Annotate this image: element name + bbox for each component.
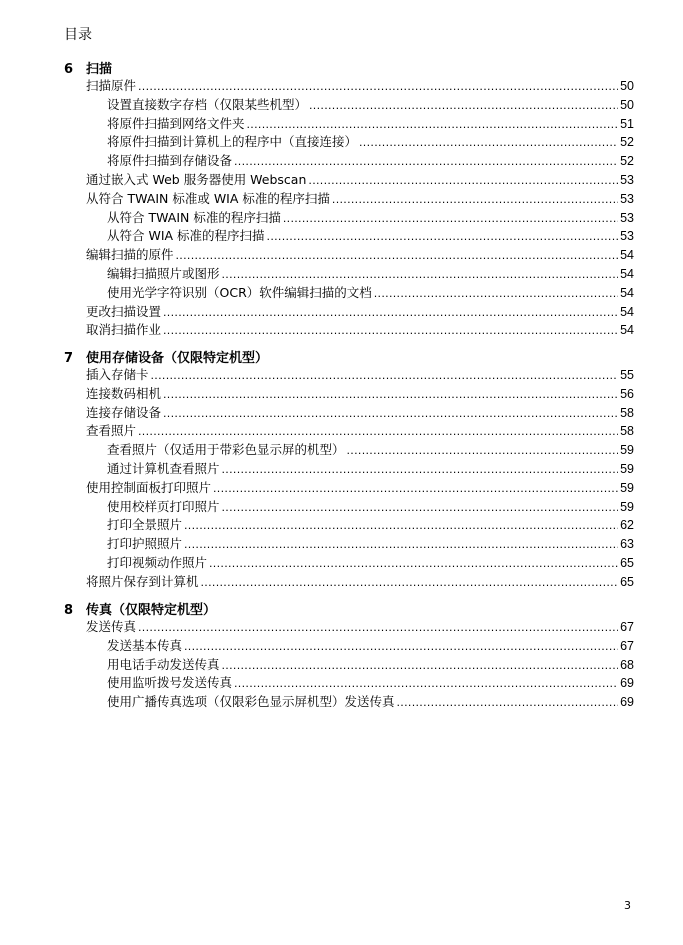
toc-leader-dots	[184, 516, 618, 536]
chapter-number: 8	[64, 603, 74, 618]
toc-entry-page: 55	[620, 368, 634, 382]
toc-entry-text: 连接存储设备	[86, 404, 162, 420]
toc-entry[interactable]	[64, 227, 634, 246]
toc-leader-dots	[163, 385, 618, 405]
toc-chapter-7	[64, 347, 634, 592]
toc-leader-dots	[397, 693, 619, 713]
toc-leader-dots	[283, 209, 618, 229]
toc-entry-text: 发送传真	[86, 619, 137, 634]
toc-entry[interactable]	[64, 115, 634, 134]
toc-entry[interactable]	[64, 77, 634, 96]
toc-entry[interactable]	[64, 404, 634, 423]
toc-leader-dots	[247, 115, 619, 135]
toc-entry[interactable]	[64, 133, 634, 152]
toc-entry[interactable]	[64, 190, 634, 209]
toc-leader-dots	[201, 573, 619, 593]
toc-entry-page: 56	[620, 386, 634, 401]
toc-entry-text: 扫描原件	[86, 78, 137, 93]
toc-entry-text: 将原件扫描到计算机上的程序中（直接连接）	[107, 134, 358, 150]
toc-leader-dots	[222, 498, 619, 518]
toc-leader-dots	[163, 303, 618, 323]
toc-leader-dots	[184, 535, 618, 555]
toc-entry-page: 59	[620, 461, 634, 476]
toc-entry-text: 将照片保存到计算机	[86, 573, 199, 589]
toc-entry-page: 53	[620, 229, 634, 244]
toc-entry[interactable]	[64, 441, 634, 460]
toc-entry[interactable]	[64, 498, 634, 517]
toc-entry[interactable]	[64, 246, 634, 265]
toc-entry-page: 68	[620, 657, 634, 672]
toc-leader-dots	[222, 460, 619, 480]
toc-entry-page: 53	[620, 172, 634, 187]
toc-entry-page: 54	[620, 285, 634, 300]
toc-entry[interactable]	[64, 422, 634, 441]
toc-entry[interactable]	[64, 284, 634, 303]
toc-entry[interactable]	[64, 366, 634, 385]
toc-entry-text: 编辑扫描的原件	[86, 247, 174, 263]
toc-entry[interactable]	[64, 209, 634, 228]
toc-entry-page: 59	[620, 499, 634, 514]
toc-entry-text: 查看照片	[86, 423, 137, 439]
toc-entry[interactable]	[64, 152, 634, 171]
toc-entry-page: 67	[620, 638, 634, 653]
toc-entry-text: 打印视频动作照片	[107, 554, 208, 570]
toc-entry-page: 54	[620, 266, 634, 281]
toc-entry-text: 发送基本传真	[107, 637, 183, 653]
toc-leader-dots	[176, 246, 619, 266]
toc-entry-text: 更改扫描设置	[86, 303, 162, 319]
toc-entry[interactable]	[64, 265, 634, 284]
toc-entry-text: 设置直接数字存档（仅限某些机型）	[107, 96, 308, 112]
toc-leader-dots	[308, 171, 618, 191]
toc-entry-text: 通过计算机查看照片	[107, 460, 220, 476]
toc-entry-text: 插入存储卡	[86, 367, 149, 382]
toc-entry[interactable]	[64, 96, 634, 115]
page-header-title: 目录	[64, 27, 92, 43]
chapter-heading[interactable]	[64, 347, 634, 366]
toc-entry-page: 69	[620, 695, 634, 710]
toc-entry-page: 50	[620, 97, 634, 112]
toc-entry-text: 使用控制面板打印照片	[86, 479, 212, 495]
toc-entry[interactable]	[64, 460, 634, 479]
toc-leader-dots	[163, 321, 618, 341]
toc-entry-text: 从符合 WIA 标准的程序扫描	[107, 228, 265, 244]
toc-entry-page: 52	[620, 135, 634, 150]
toc-entry[interactable]	[64, 303, 634, 322]
toc-entry[interactable]	[64, 618, 634, 637]
toc-entry-text: 将原件扫描到网络文件夹	[107, 115, 245, 131]
toc-entry-text: 打印护照照片	[107, 536, 183, 552]
toc-leader-dots	[332, 190, 618, 210]
toc-leader-dots	[359, 133, 618, 153]
toc-entry-page: 53	[620, 210, 634, 225]
toc-entry-page: 54	[620, 304, 634, 319]
toc-leader-dots	[234, 152, 618, 172]
toc-leader-dots	[267, 227, 619, 247]
toc-entry-page: 65	[620, 574, 634, 589]
toc-chapter-6	[64, 58, 634, 340]
page-number: 3	[624, 899, 631, 912]
toc-entry-text: 查看照片（仅适用于带彩色显示屏的机型）	[107, 442, 345, 458]
toc-leader-dots	[138, 618, 618, 638]
toc-entry-page: 58	[620, 405, 634, 420]
toc-entry[interactable]	[64, 321, 634, 340]
toc-leader-dots	[309, 96, 618, 116]
toc-leader-dots	[234, 674, 618, 694]
chapter-heading[interactable]	[64, 599, 634, 618]
toc-chapter-8	[64, 599, 634, 712]
toc-entry[interactable]	[64, 385, 634, 404]
toc-entry-page: 51	[620, 116, 634, 131]
toc-entry-text: 打印全景照片	[107, 517, 183, 533]
toc-entry-text: 通过嵌入式 Web 服务器使用 Webscan	[86, 171, 307, 187]
toc-entry-text: 使用光学字符识别（OCR）软件编辑扫描的文档	[107, 284, 372, 300]
toc-entry[interactable]	[64, 573, 634, 592]
toc-leader-dots	[138, 422, 618, 442]
chapter-title: 传真（仅限特定机型）	[86, 603, 217, 618]
toc-leader-dots	[222, 265, 619, 285]
toc-entry[interactable]	[64, 516, 634, 535]
toc-entry[interactable]	[64, 554, 634, 573]
toc-entry-page: 53	[620, 191, 634, 206]
toc-entry[interactable]	[64, 479, 634, 498]
toc-entry[interactable]	[64, 637, 634, 656]
toc-entry-text: 连接数码相机	[86, 385, 162, 401]
toc-entry-page: 54	[620, 323, 634, 338]
toc-entry-page: 52	[620, 154, 634, 169]
toc-entry-page: 69	[620, 676, 634, 691]
toc-leader-dots	[347, 441, 619, 461]
toc-leader-dots	[374, 284, 618, 304]
toc-entry[interactable]	[64, 674, 634, 693]
toc-entry-text: 用电话手动发送传真	[107, 656, 220, 672]
chapter-title: 扫描	[86, 62, 113, 77]
toc-leader-dots	[209, 554, 618, 574]
toc-entry[interactable]	[64, 171, 634, 190]
toc-entry-text: 从符合 TWAIN 标准或 WIA 标准的程序扫描	[86, 190, 330, 206]
toc-entry-text: 使用监听拨号发送传真	[107, 675, 233, 691]
toc-entry-text: 使用校样页打印照片	[107, 498, 220, 514]
toc-entry-page: 50	[620, 79, 634, 93]
chapter-number: 6	[64, 62, 74, 77]
toc-entry[interactable]	[64, 656, 634, 675]
chapter-title: 使用存储设备（仅限特定机型）	[86, 351, 269, 366]
toc-leader-dots	[222, 656, 619, 676]
toc-entry-text: 从符合 TWAIN 标准的程序扫描	[107, 209, 281, 225]
toc-entry-page: 54	[620, 248, 634, 263]
toc-entry-page: 62	[620, 518, 634, 533]
toc-entry-page: 67	[620, 620, 634, 634]
toc-leader-dots	[151, 366, 619, 386]
toc-entry-page: 58	[620, 424, 634, 439]
toc-entry-text: 使用广播传真选项（仅限彩色显示屏机型）发送传真	[107, 694, 395, 710]
toc-entry-page: 59	[620, 480, 634, 495]
toc-leader-dots	[184, 637, 618, 657]
toc-entry-text: 将原件扫描到存储设备	[107, 153, 233, 169]
toc-leader-dots	[213, 479, 618, 499]
toc-entry-text: 编辑扫描照片或图形	[107, 265, 220, 281]
toc-entry-text: 取消扫描作业	[86, 322, 162, 338]
toc-leader-dots	[163, 404, 618, 424]
toc-leader-dots	[138, 77, 618, 97]
toc-entry[interactable]	[64, 693, 634, 712]
toc-entry-page: 65	[620, 555, 634, 570]
toc-entry-page: 59	[620, 443, 634, 458]
chapter-heading[interactable]	[64, 58, 634, 77]
chapter-number: 7	[64, 351, 74, 366]
toc-entry-page: 63	[620, 537, 634, 552]
toc-entry[interactable]	[64, 535, 634, 554]
